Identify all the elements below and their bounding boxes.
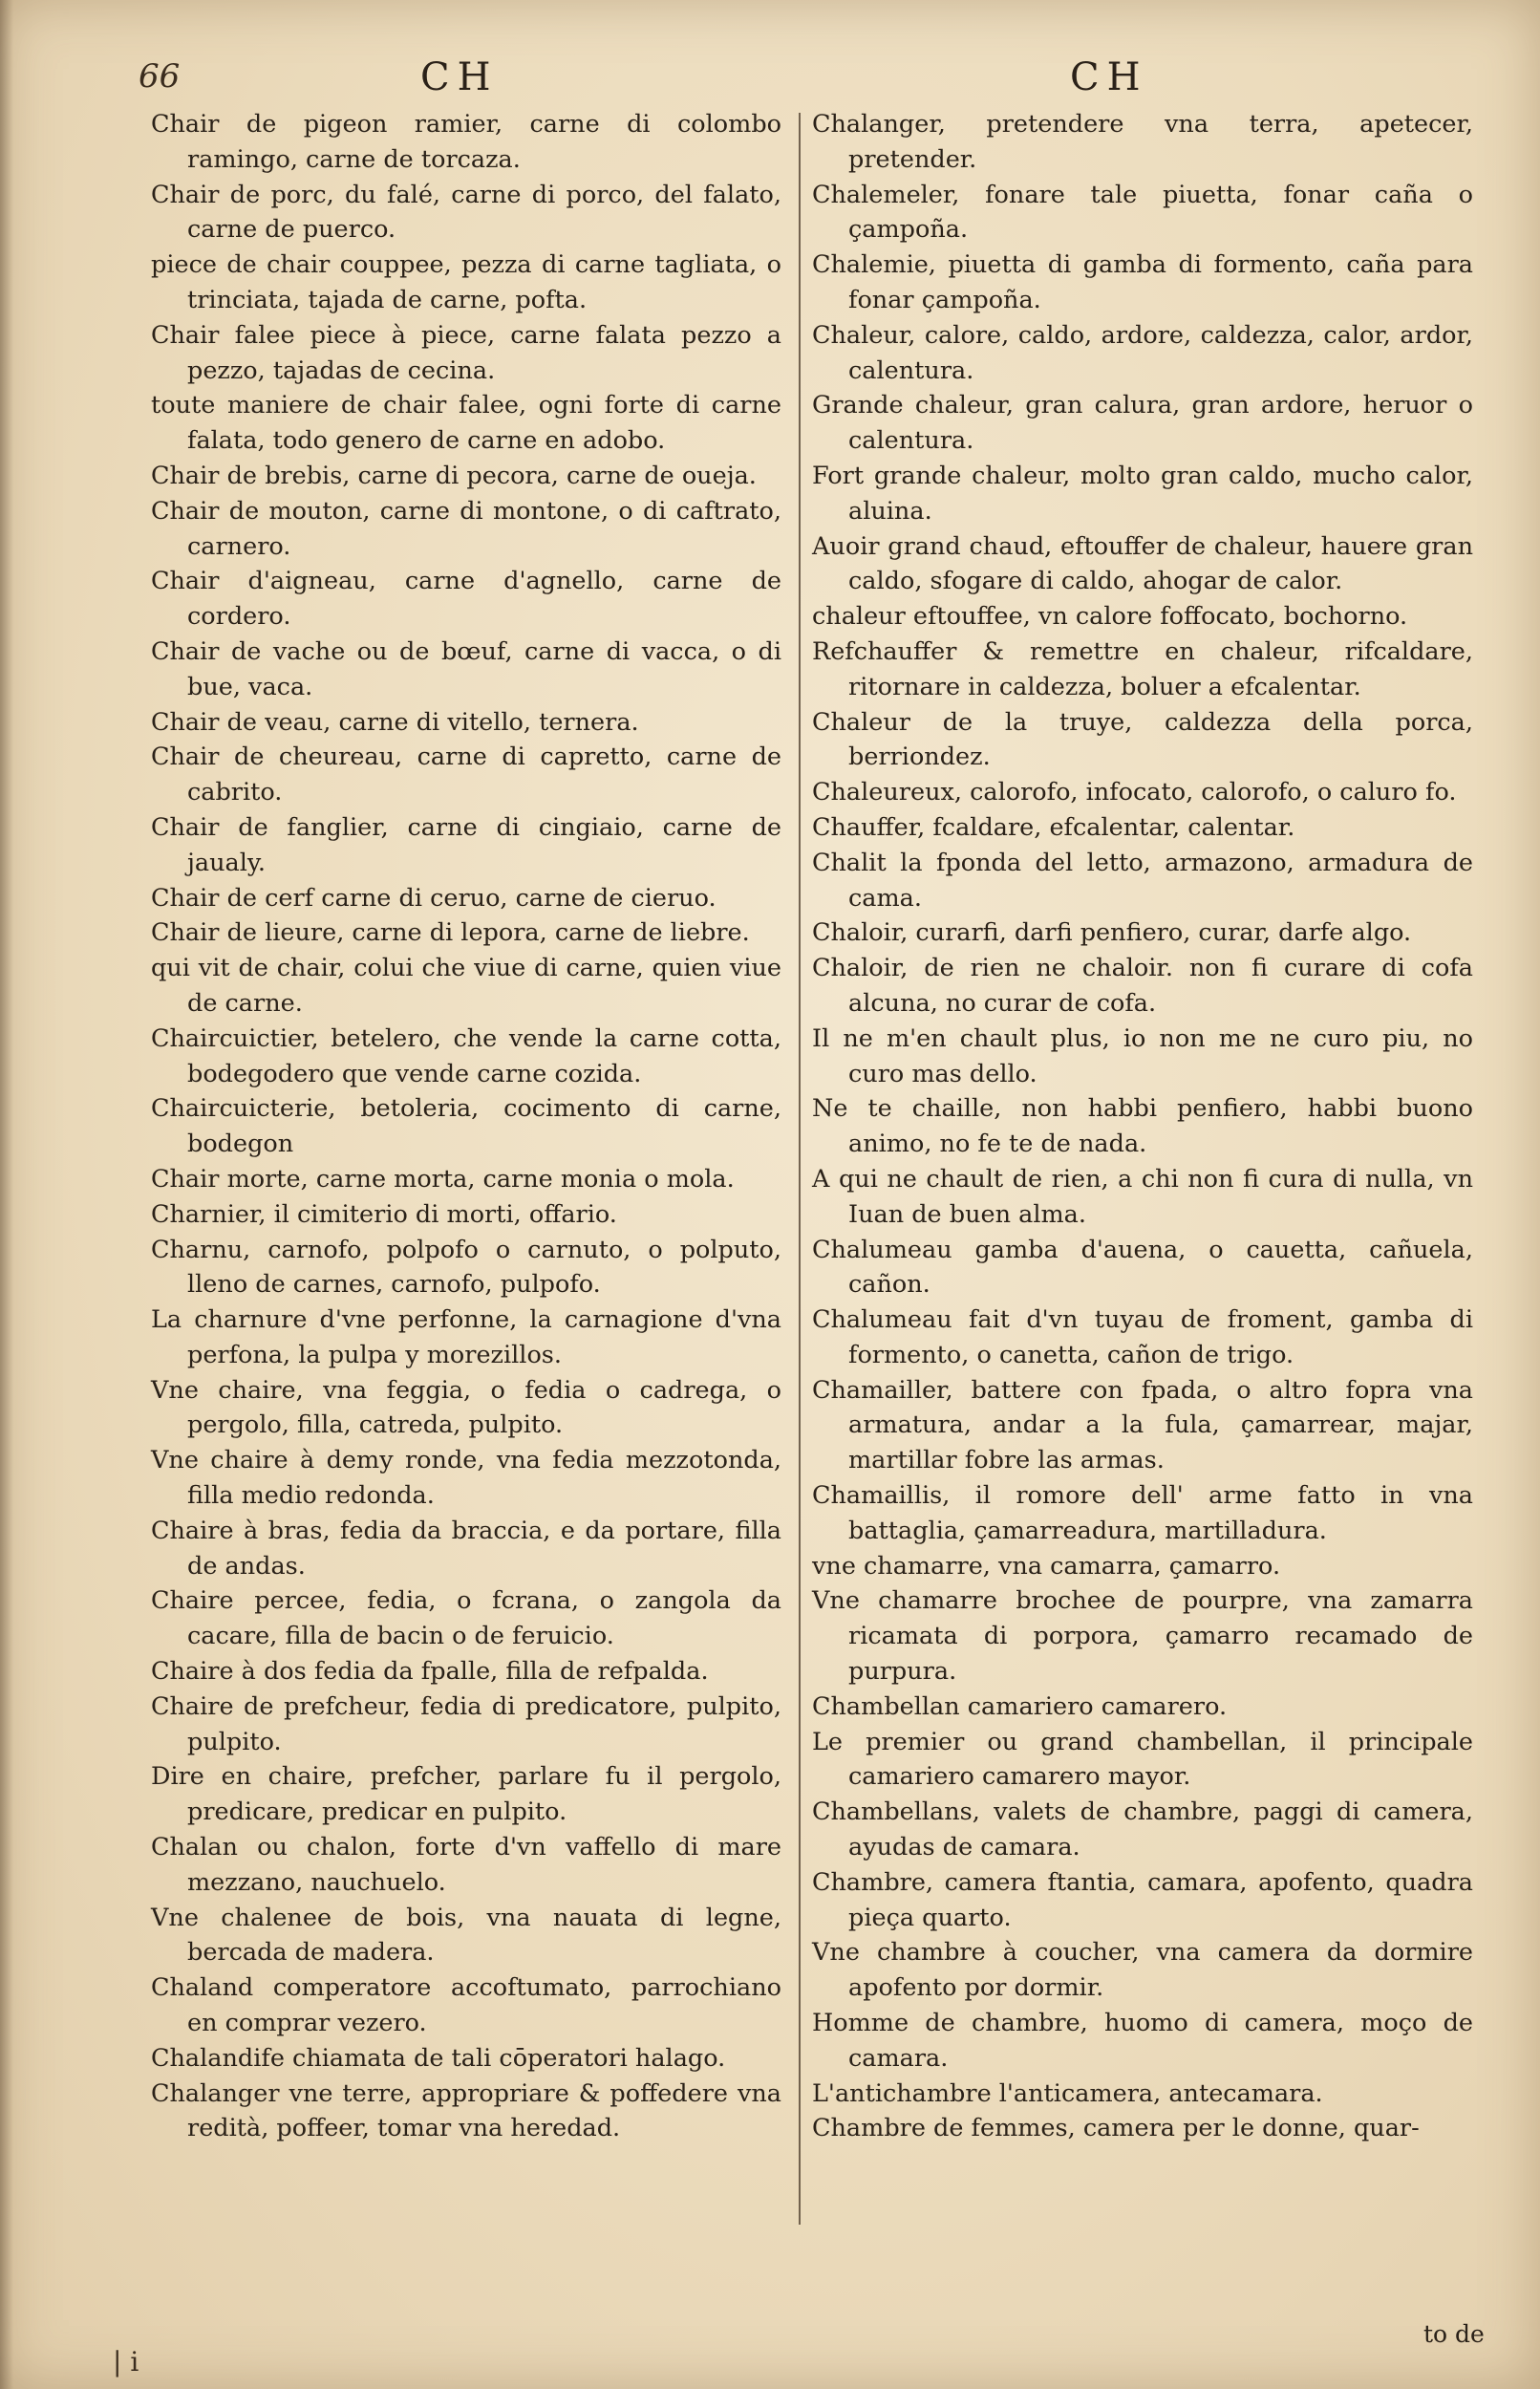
dictionary-entry: Chambre, camera ftantia, camara, apofento, quadra pieça quarto. bbox=[812, 1867, 1473, 1932]
dictionary-entry: Vne chalenee de bois, vna nauata di legne, bercada de madera. bbox=[151, 1903, 781, 1968]
page-edge-shadow bbox=[0, 0, 13, 2389]
dictionary-entry: Chair de cheureau, carne di capretto, carne de cabrito. bbox=[151, 743, 781, 807]
dictionary-entry: Chalan ou chalon, forte d'vn vaffello di mare mezzano, nauchuelo. bbox=[151, 1833, 781, 1897]
dictionary-entry: Chauffer, fcaldare, efcalentar, calentar. bbox=[812, 812, 1295, 842]
dictionary-entry: Refchauffer & remettre en chaleur, rifcaldare, ritornare in caldezza, boluer a efcalentar. bbox=[812, 636, 1473, 701]
dictionary-entry: Chair de mouton, carne di montone, o di caftrato, carnero. bbox=[151, 496, 781, 561]
dictionary-entry: Grande chaleur, gran calura, gran ardore, heruor o calentura. bbox=[812, 391, 1473, 456]
dictionary-entry: Chair de brebis, carne di pecora, carne de oueja. bbox=[151, 461, 757, 490]
dictionary-entry: Chair falee piece à piece, carne falata pezzo a pezzo, tajadas de cecina. bbox=[151, 320, 781, 385]
dictionary-entry: Chair de fanglier, carne di cingiaio, carne de jaualy. bbox=[151, 812, 781, 877]
dictionary-entry: Charnu, carnofo, polpofo o carnuto, o polputo, lleno de carnes, carnofo, pulpofo. bbox=[151, 1235, 781, 1300]
dictionary-entry: Auoir grand chaud, eftouffer de chaleur, hauere gran caldo, sfogare di caldo, ahogar de calor. bbox=[812, 531, 1473, 596]
dictionary-entry: Vne chaire à demy ronde, vna fedia mezzotonda, filla medio redonda. bbox=[151, 1446, 781, 1511]
dictionary-entry: Dire en chaire, prefcher, parlare fu il pergolo, predicare, predicar en pulpito. bbox=[151, 1762, 781, 1827]
dictionary-entry: Chalumeau fait d'vn tuyau de froment, gamba di formento, o canetta, cañon de trigo. bbox=[812, 1305, 1473, 1369]
dictionary-entry: L'antichambre l'anticamera, antecamara. bbox=[812, 2078, 1323, 2108]
running-head-left: CH bbox=[420, 55, 499, 99]
dictionary-entry: Chaircuicterie, betoleria, cocimento di carne, bodegon bbox=[151, 1094, 781, 1159]
dictionary-entry: Chaleur de la truye, caldezza della porca, berriondez. bbox=[812, 707, 1473, 772]
dictionary-entry: Chaloir, de rien ne chaloir. non fi curare di cofa alcuna, no curar de cofa. bbox=[812, 954, 1473, 1018]
dictionary-entry: Vne chamarre brochee de pourpre, vna zamarra ricamata di porpora, çamarro recamado de purpura. bbox=[812, 1586, 1473, 1687]
dictionary-entry: Chalandife chiamata de tali cōperatori halago. bbox=[151, 2043, 726, 2073]
dictionary-entry: Chalit la fponda del letto, armazono, armadura de cama. bbox=[812, 848, 1473, 913]
dictionary-entry: Chaloir, curarfi, darfi penfiero, curar, darfe algo. bbox=[812, 918, 1412, 948]
dictionary-entry: toute maniere de chair falee, ogni forte di carne falata, todo genero de carne en adobo. bbox=[151, 391, 781, 456]
dictionary-entry: Chaleur, calore, caldo, ardore, caldezza, calor, ardor, calentura. bbox=[812, 320, 1473, 385]
dictionary-entry: A qui ne chault de rien, a chi non fi cura di nulla, vn Iuan de buen alma. bbox=[812, 1164, 1473, 1229]
dictionary-entry: Charnier, il cimiterio di morti, offario. bbox=[151, 1199, 617, 1229]
dictionary-entry: Il ne m'en chault plus, io non me ne curo piu, no curo mas dello. bbox=[812, 1023, 1473, 1088]
dictionary-entry: piece de chair couppee, pezza di carne tagliata, o trinciata, tajada de carne, pofta. bbox=[151, 250, 781, 314]
dictionary-entry: Chair morte, carne morta, carne monia o mola. bbox=[151, 1164, 735, 1194]
dictionary-entry: Chaire à dos fedia da fpalle, filla de refpalda. bbox=[151, 1657, 709, 1687]
dictionary-entry: Chair de veau, carne di vitello, ternera. bbox=[151, 707, 639, 737]
page-number: 66 bbox=[139, 57, 181, 96]
dictionary-entry: qui vit de chair, colui che viue di carne, quien viue de carne. bbox=[151, 954, 781, 1018]
dictionary-entry: Chaland comperatore accoftumato, parrochiano en comprar vezero. bbox=[151, 1973, 781, 2038]
catchword: to de bbox=[1423, 2320, 1485, 2348]
dictionary-entry: Chaire de prefcheur, fedia di predicatore, pulpito, pulpito. bbox=[151, 1691, 781, 1756]
dictionary-entry: Chair d'aigneau, carne d'agnello, carne de cordero. bbox=[151, 567, 781, 632]
dictionary-entry: Le premier ou grand chambellan, il principale camariero camarero mayor. bbox=[812, 1727, 1473, 1792]
dictionary-entry: Chaleureux, calorofo, infocato, calorofo, o caluro fo. bbox=[812, 778, 1457, 807]
dictionary-entry: Chalanger vne terre, appropriare & poffedere vna redità, poffeer, tomar vna heredad. bbox=[151, 2078, 781, 2143]
margin-mark: | i bbox=[113, 2346, 139, 2378]
dictionary-entry: Vne chambre à coucher, vna camera da dormire apofento por dormir. bbox=[812, 1938, 1473, 2003]
dictionary-entry: Chalemeler, fonare tale piuetta, fonar caña o çampoña. bbox=[812, 180, 1473, 245]
dictionary-entry: Chair de lieure, carne di lepora, carne de liebre. bbox=[151, 918, 750, 948]
dictionary-entry: Chair de vache ou de bœuf, carne di vacca, o di bue, vaca. bbox=[151, 636, 781, 701]
dictionary-entry: Chamailler, battere con fpada, o altro fopra vna armatura, andar a la fula, çamarrear, majar, martillar fobre las armas. bbox=[812, 1375, 1473, 1475]
dictionary-entry: Chaire percee, fedia, o fcrana, o zangola da cacare, filla de bacin o de feruicio. bbox=[151, 1586, 781, 1651]
dictionary-entry: Fort grande chaleur, molto gran caldo, mucho calor, aluina. bbox=[812, 461, 1473, 526]
dictionary-entry: Ne te chaille, non habbi penfiero, habbi buono animo, no fe te de nada. bbox=[812, 1094, 1473, 1159]
right-column bbox=[812, 107, 1473, 2146]
dictionary-entry: Chambellan camariero camarero. bbox=[812, 1691, 1228, 1721]
dictionary-entry: La charnure d'vne perfonne, la carnagione d'vna perfona, la pulpa y morezillos. bbox=[151, 1305, 781, 1369]
dictionary-entry: Chaire à bras, fedia da braccia, e da portare, filla de andas. bbox=[151, 1516, 781, 1581]
running-head-right: CH bbox=[1070, 55, 1148, 99]
dictionary-entry: Chambre de femmes, camera per le donne, quar- bbox=[812, 2114, 1420, 2143]
dictionary-entry: Chalemie, piuetta di gamba di formento, caña para fonar çampoña. bbox=[812, 250, 1473, 314]
dictionary-entry: Chambellans, valets de chambre, paggi di camera, ayudas de camara. bbox=[812, 1797, 1473, 1862]
dictionary-entry: Chair de porc, du falé, carne di porco, del falato, carne de puerco. bbox=[151, 180, 781, 245]
dictionary-entry: Homme de chambre, huomo di camera, moço de camara. bbox=[812, 2009, 1473, 2073]
dictionary-entry: chaleur eftouffee, vn calore foffocato, bochorno. bbox=[812, 602, 1408, 632]
dictionary-entry: Chamaillis, il romore dell' arme fatto in vna battaglia, çamarreadura, martilladura. bbox=[812, 1481, 1473, 1545]
left-column bbox=[151, 107, 781, 2146]
dictionary-entry: Vne chaire, vna feggia, o fedia o cadrega, o pergolo, filla, catreda, pulpito. bbox=[151, 1375, 781, 1440]
dictionary-entry: Chaircuictier, betelero, che vende la carne cotta, bodegodero que vende carne cozida. bbox=[151, 1023, 781, 1088]
dictionary-entry: Chair de pigeon ramier, carne di colombo ramingo, carne de torcaza. bbox=[151, 110, 781, 174]
dictionary-entry: Chalanger, pretendere vna terra, apetecer, pretender. bbox=[812, 110, 1473, 174]
dictionary-entry: Chalumeau gamba d'auena, o cauetta, cañuela, cañon. bbox=[812, 1235, 1473, 1300]
dictionary-entry: Chair de cerf carne di ceruo, carne de cieruo. bbox=[151, 883, 717, 913]
dictionary-entry: vne chamarre, vna camarra, çamarro. bbox=[812, 1551, 1281, 1581]
column-divider bbox=[799, 113, 801, 2225]
